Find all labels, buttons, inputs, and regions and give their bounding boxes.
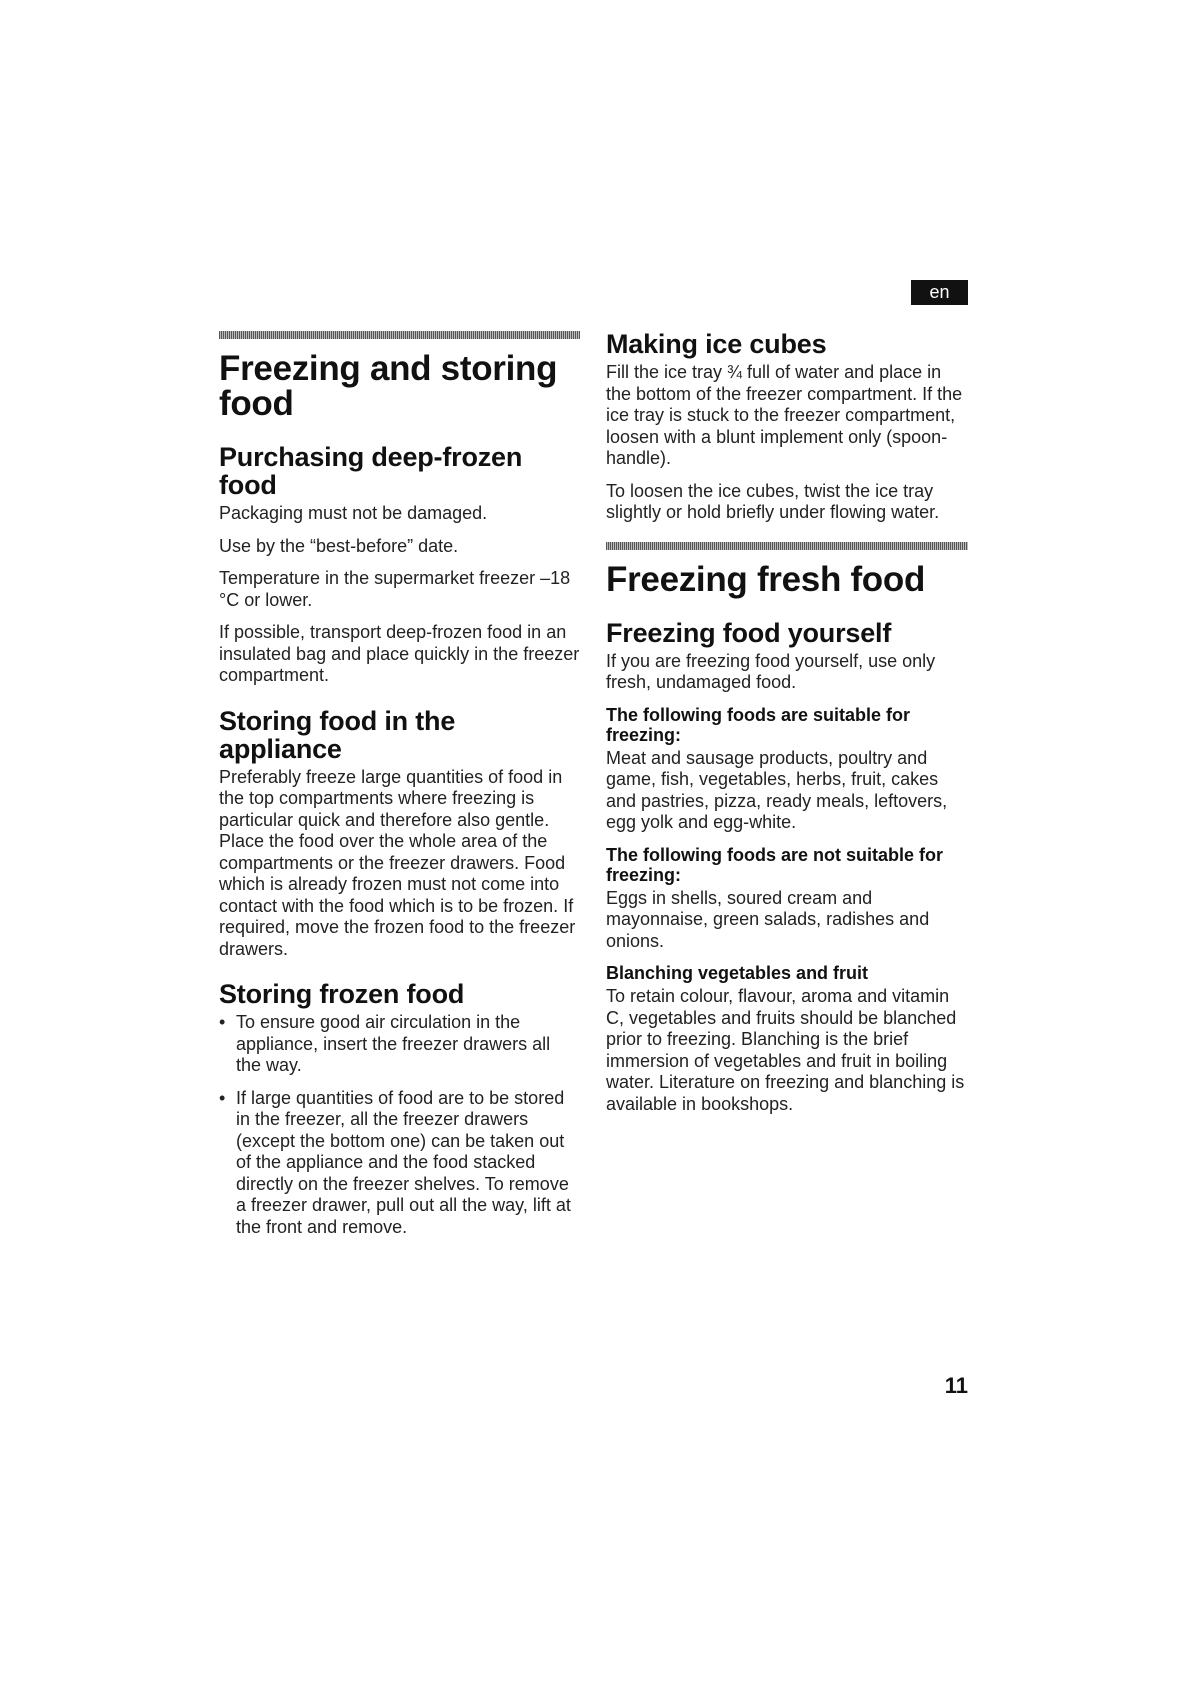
purchasing-paragraph: Temperature in the supermarket freezer –18 °C or lower. — [219, 568, 571, 610]
section-rule — [219, 331, 580, 339]
suitable-heading: The following foods are suitable for freezing: — [606, 704, 911, 745]
purchasing-paragraph: Packaging must not be damaged. — [219, 503, 488, 523]
storing-section — [219, 707, 580, 961]
suitable-paragraph: Meat and sausage products, poultry and game, fish, vegetables, herbs, fruit, cakes and pastries, pizza, ready meals, leftovers, egg yolk and egg-white. — [606, 747, 948, 832]
section-title-freezing-storing: Freezing and storing food — [219, 349, 558, 423]
storing-frozen-list — [219, 1012, 580, 1238]
language-badge: en — [911, 280, 968, 305]
left-column — [219, 331, 580, 1258]
storing-paragraph: Preferably freeze large quantities of food in the top compartments where freezing is particular quick and therefore also gentle. Place the food over the whole area of the compartments or the freezer drawers. Food which is already frozen must not come into contact with the food which is to be frozen. If required, move the frozen food to the freezer drawers. — [219, 766, 576, 959]
not-suitable-paragraph: Eggs in shells, soured cream and mayonnaise, green salads, radishes and onions. — [606, 887, 930, 951]
ice-heading: Making ice cubes — [606, 329, 827, 359]
not-suitable-section — [606, 845, 968, 953]
blanching-paragraph: To retain colour, flavour, aroma and vitamin C, vegetables and fruits should be blanched prior to freezing. Blanching is the brief immersion of vegetables and fruit in boiling water. Literature on freezing and blanching is available in bookshops. — [606, 986, 965, 1114]
storing-frozen-heading: Storing frozen food — [219, 979, 465, 1009]
list-item: • If large quantities of food are to be stored in the freezer, all the freezer drawers (except the bottom one) can be taken out of the appliance and the food stacked directly on the freezer shelves. To remove a freezer drawer, pull out all the way, lift at the front and remove. — [219, 1088, 580, 1239]
blanching-heading: Blanching vegetables and fruit — [606, 963, 869, 983]
page-number: 11 — [944, 1373, 968, 1398]
purchasing-heading: Purchasing deep-frozen food — [219, 442, 523, 500]
storing-heading: Storing food in the appliance — [219, 705, 456, 764]
yourself-paragraph: If you are freezing food yourself, use only fresh, undamaged food. — [606, 650, 936, 692]
right-column — [606, 330, 968, 1135]
section-rule — [606, 542, 968, 550]
purchasing-section — [219, 443, 580, 687]
suitable-section — [606, 705, 968, 834]
purchasing-paragraph: Use by the “best-before” date. — [219, 535, 459, 556]
not-suitable-heading: The following foods are not suitable for freezing: — [606, 844, 943, 885]
ice-section — [606, 330, 968, 524]
yourself-section — [606, 619, 968, 694]
storing-frozen-section — [219, 980, 580, 1238]
purchasing-paragraph: If possible, transport deep-frozen food in an insulated bag and place quickly in the freezer compartment. — [219, 622, 580, 685]
blanching-section — [606, 963, 968, 1115]
section-title-freezing-fresh: Freezing fresh food — [606, 559, 926, 599]
yourself-heading: Freezing food yourself — [606, 617, 892, 648]
ice-paragraph: To loosen the ice cubes, twist the ice tray slightly or hold briefly under flowing water. — [606, 480, 940, 522]
ice-paragraph: Fill the ice tray ¾ full of water and place in the bottom of the freezer compartment. If the ice tray is stuck to the freezer compartment, loosen with a blunt implement only (spoon-handle). — [606, 362, 963, 468]
list-item: • To ensure good air circulation in the appliance, insert the freezer drawers all the way. — [219, 1012, 580, 1077]
